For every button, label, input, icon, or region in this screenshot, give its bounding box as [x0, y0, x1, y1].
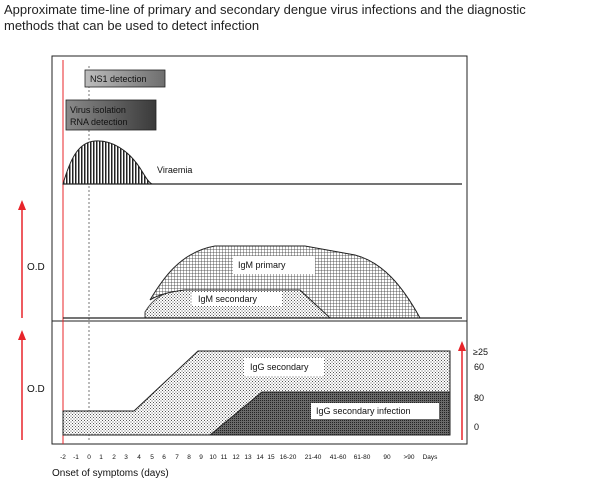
igg-secondary-label: IgG secondary: [250, 362, 309, 372]
x-tick-label: 0: [87, 454, 91, 461]
x-axis-title: Onset of symptoms (days): [52, 468, 169, 479]
right-tick-1: 60: [474, 362, 485, 372]
x-tick-label: 12: [232, 454, 240, 461]
rna-detection-label: RNA detection: [70, 117, 128, 127]
x-tick-label: 5: [150, 454, 154, 461]
x-tick-label: 90: [383, 454, 391, 461]
x-tick-label: 14: [256, 454, 264, 461]
x-tick-label: 6: [162, 454, 166, 461]
right-tick-0: ≥25: [473, 347, 488, 357]
title-line-1: Approximate time-line of primary and secondary dengue virus infections and the diagnostic: [4, 2, 526, 17]
viraemia-label: Viraemia: [157, 165, 193, 175]
viraemia-curve: [63, 141, 152, 184]
x-tick-label: 8: [187, 454, 191, 461]
x-tick-label: 61-80: [353, 454, 371, 461]
x-tick-label: 21-40: [304, 454, 322, 461]
x-tick-label: Days: [422, 454, 438, 461]
od-axis-lower-arrow: [18, 330, 26, 340]
x-tick-label: 15: [267, 454, 275, 461]
x-tick-label: 9: [199, 454, 203, 461]
x-tick-label: 1: [99, 454, 103, 461]
x-tick-label: 10: [209, 454, 217, 461]
x-tick-label: >90: [403, 454, 415, 461]
igm-primary-label: IgM primary: [238, 260, 286, 270]
virus-isolation-label: Virus isolation: [70, 105, 126, 115]
x-tick-label: -1: [73, 454, 79, 461]
x-tick-label: 16-20: [279, 454, 297, 461]
igm-secondary-label: IgM secondary: [198, 294, 258, 304]
od-label-lower: O.D: [27, 384, 45, 395]
od-label-upper: O.D: [27, 262, 45, 273]
x-tick-label: -2: [60, 454, 66, 461]
ns1-detection-label: NS1 detection: [90, 74, 147, 84]
right-axis-arrow: [458, 341, 466, 351]
x-axis-ticks: [60, 454, 438, 461]
od-axis-upper-arrow: [18, 200, 26, 210]
right-tick-2: 80: [474, 393, 485, 403]
x-tick-label: 11: [220, 454, 228, 461]
x-tick-label: 4: [137, 454, 141, 461]
title-line-2: methods that can be used to detect infection: [4, 18, 260, 33]
x-tick-label: 7: [175, 454, 179, 461]
x-tick-label: 2: [112, 454, 116, 461]
right-tick-3: 0: [474, 422, 480, 432]
x-tick-label: 3: [124, 454, 128, 461]
x-tick-label: 13: [244, 454, 252, 461]
x-tick-label: 41-60: [329, 454, 347, 461]
igg-secondary-infection-label: IgG secondary infection: [316, 406, 411, 416]
